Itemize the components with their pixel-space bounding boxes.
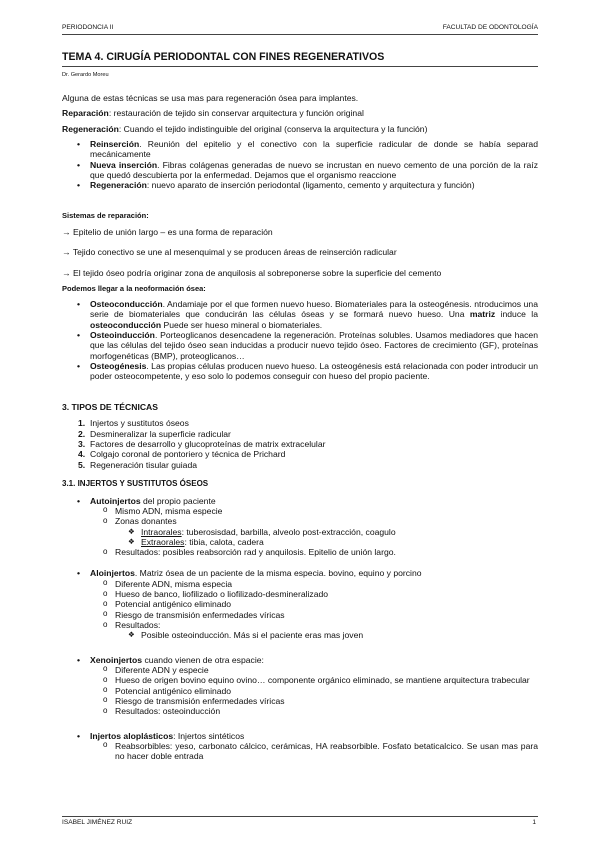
- list-item: o Potencial antigénico eliminado: [62, 599, 538, 609]
- tipos-section: [62, 402, 538, 470]
- list-item: • Osteoinducción. Porteoglicanos desencadene la regeneración. Proteínas solubles. Usamos mediadores que hacen que las células del tejido óseo sean inducidas a producir nuevo tejido óseo. Factores de crecimiento (GF), proteínas morfogenéticas (BMP), proteoglicanos…: [62, 330, 538, 361]
- list-item: • Osteoconducción. Andamiaje por el que formen nuevo hueso. Biomateriales para la osteogénesis. ntroducimos una serie de biomateriales que conducirán las células óseas y se formará nuevo hueso. Una matriz induce la osteoconducción Puede ser hueso mineral o biomateriales.: [62, 299, 538, 330]
- neo-heading: Podemos llegar a la neoformación ósea:: [62, 284, 206, 293]
- tipos-list: [62, 418, 538, 470]
- autoinjertos-block: [62, 496, 538, 558]
- xenoinjertos-block: [62, 655, 538, 717]
- list-item: o Resultados:: [62, 620, 538, 630]
- sistemas-section: [62, 211, 538, 278]
- list-item: 4. Colgajo coronal de pontoriero y técnica de Prichard: [78, 449, 286, 460]
- list-item: 2. Desmineralizar la superficie radicular: [78, 428, 231, 439]
- author: Dr. Gerardo Moreu: [62, 72, 109, 78]
- tipos-heading: 3. TIPOS DE TÉCNICAS: [62, 402, 158, 412]
- list-item: 3. Factores de desarrollo y glucoproteínas de matrix extracelular: [78, 438, 326, 449]
- aloinjertos-block: [62, 568, 538, 640]
- sistema-item: → Epitelio de unión largo – es una forma de reparación: [62, 227, 273, 237]
- intro-section: [62, 93, 538, 191]
- list-item: • Regeneración: nuevo aparato de inserción periodontal (ligamento, cemento y arquitectura y función): [62, 180, 538, 190]
- page-header: [62, 24, 538, 35]
- list-item: 5. Regeneración tisular guiada: [78, 459, 198, 470]
- list-item: o Potencial antigénico eliminado: [62, 686, 538, 696]
- regeneracion-def: [62, 124, 538, 134]
- page-title: TEMA 4. CIRUGÍA PERIODONTAL CON FINES REGENERATIVOS: [62, 51, 538, 67]
- list-item: o Mismo ADN, misma especie: [62, 506, 538, 516]
- list-item: • Xenoinjertos cuando vienen de otra espacie:: [62, 655, 538, 665]
- list-item: o Resultados: osteoinducción: [62, 706, 538, 716]
- sistema-item: → El tejido óseo podría originar zona de anquilosis al sobreponerse sobre la superficie del cemento: [62, 267, 442, 278]
- reparacion-term: Reparación: [62, 108, 109, 119]
- list-item: • Reinserción. Reunión del epitelio y el conectivo con la superficie radicular de donde se había separad mecánicamente: [62, 139, 538, 160]
- regeneracion-text: : Cuando el tejido indistinguible del original (conserva la arquitectura y la función): [118, 123, 428, 134]
- list-item: 1. Injertos y sustitutos óseos: [78, 418, 189, 429]
- list-item: • Osteogénesis. Las propias células producen nuevo hueso. La osteogénesis está relacionada con poder introducir un poder osteocompetente, y eso solo lo podemos conseguir con hueso del propio paciente.: [62, 361, 538, 382]
- neo-list: [62, 299, 538, 382]
- neoformacion-section: [62, 284, 538, 382]
- list-item: o Diferente ADN y especie: [62, 665, 538, 675]
- list-item: ❖ Extraorales: tibia, calota, cadera: [62, 537, 538, 547]
- list-item: • Injertos aloplásticos: Injertos sintéticos: [62, 731, 538, 741]
- list-item: ❖ Intraorales: tuberosisdad, barbilla, alveolo post-extracción, coagulo: [62, 527, 538, 537]
- list-item: o Riesgo de transmisión enfermedades víricas: [62, 610, 538, 620]
- header-faculty: FACULTAD DE ODONTOLOGÍA: [442, 24, 538, 31]
- list-item: o Diferente ADN, misma especia: [62, 579, 538, 589]
- list-item: o Resultados: posibles reabsorción rad y anquilosis. Epitelio de unión largo.: [62, 547, 538, 557]
- aloplasticos-block: [62, 731, 538, 762]
- list-item: o Reabsorbibles: yeso, carbonato cálcico, cerámicas, HA reabsorbible. Fosfato betaticalcico. Se usan mas para no hacer doble entrada: [62, 741, 538, 762]
- page-number: 1: [532, 819, 536, 826]
- sistemas-heading: Sistemas de reparación:: [62, 211, 149, 220]
- sistema-item: → Tejido conectivo se une al mesenquimal y se producen áreas de reinserción radicular: [62, 247, 397, 258]
- footer-author: ISABEL JIMÉNEZ RUIZ: [62, 819, 133, 826]
- reparacion-text: : restauración de tejido sin conservar arquitectura y función original: [108, 108, 364, 119]
- list-item: o Hueso de banco, liofilizado o liofilizado-desmineralizado: [62, 589, 538, 599]
- list-item: • Autoinjertos del propio paciente: [62, 496, 538, 506]
- header-course: PERIODONCIA II: [62, 24, 114, 31]
- injertos-section: [62, 479, 538, 761]
- list-item: o Riesgo de transmisión enfermedades víricas: [62, 696, 538, 706]
- injertos-heading: 3.1. INJERTOS Y SUSTITUTOS ÓSEOS: [62, 479, 209, 488]
- regeneracion-list: [62, 139, 538, 191]
- list-item: • Nueva inserción. Fibras colágenas generadas de nuevo se incrustan en nuevo cemento de una porción de la raíz que quedó descubierta por la enfermedad. Dejamos que el organismo reaccione: [62, 160, 538, 181]
- page-footer: [62, 816, 538, 826]
- list-item: • Aloinjertos. Matriz ósea de un paciente de la misma especia. bovino, equino y porcino: [62, 568, 538, 578]
- list-item: o Zonas donantes: [62, 516, 538, 526]
- regeneracion-term: Regeneración: [62, 123, 119, 134]
- reparacion-def: [62, 108, 538, 118]
- list-item: o Hueso de origen bovino equino ovino… componente orgánico eliminado, se mantiene arquitectura trabecular: [62, 675, 538, 685]
- list-item: ❖ Posible osteoinducción. Más si el paciente eras mas joven: [62, 630, 538, 640]
- intro-text: Alguna de estas técnicas se usa mas para regeneración ósea para implantes.: [62, 93, 359, 103]
